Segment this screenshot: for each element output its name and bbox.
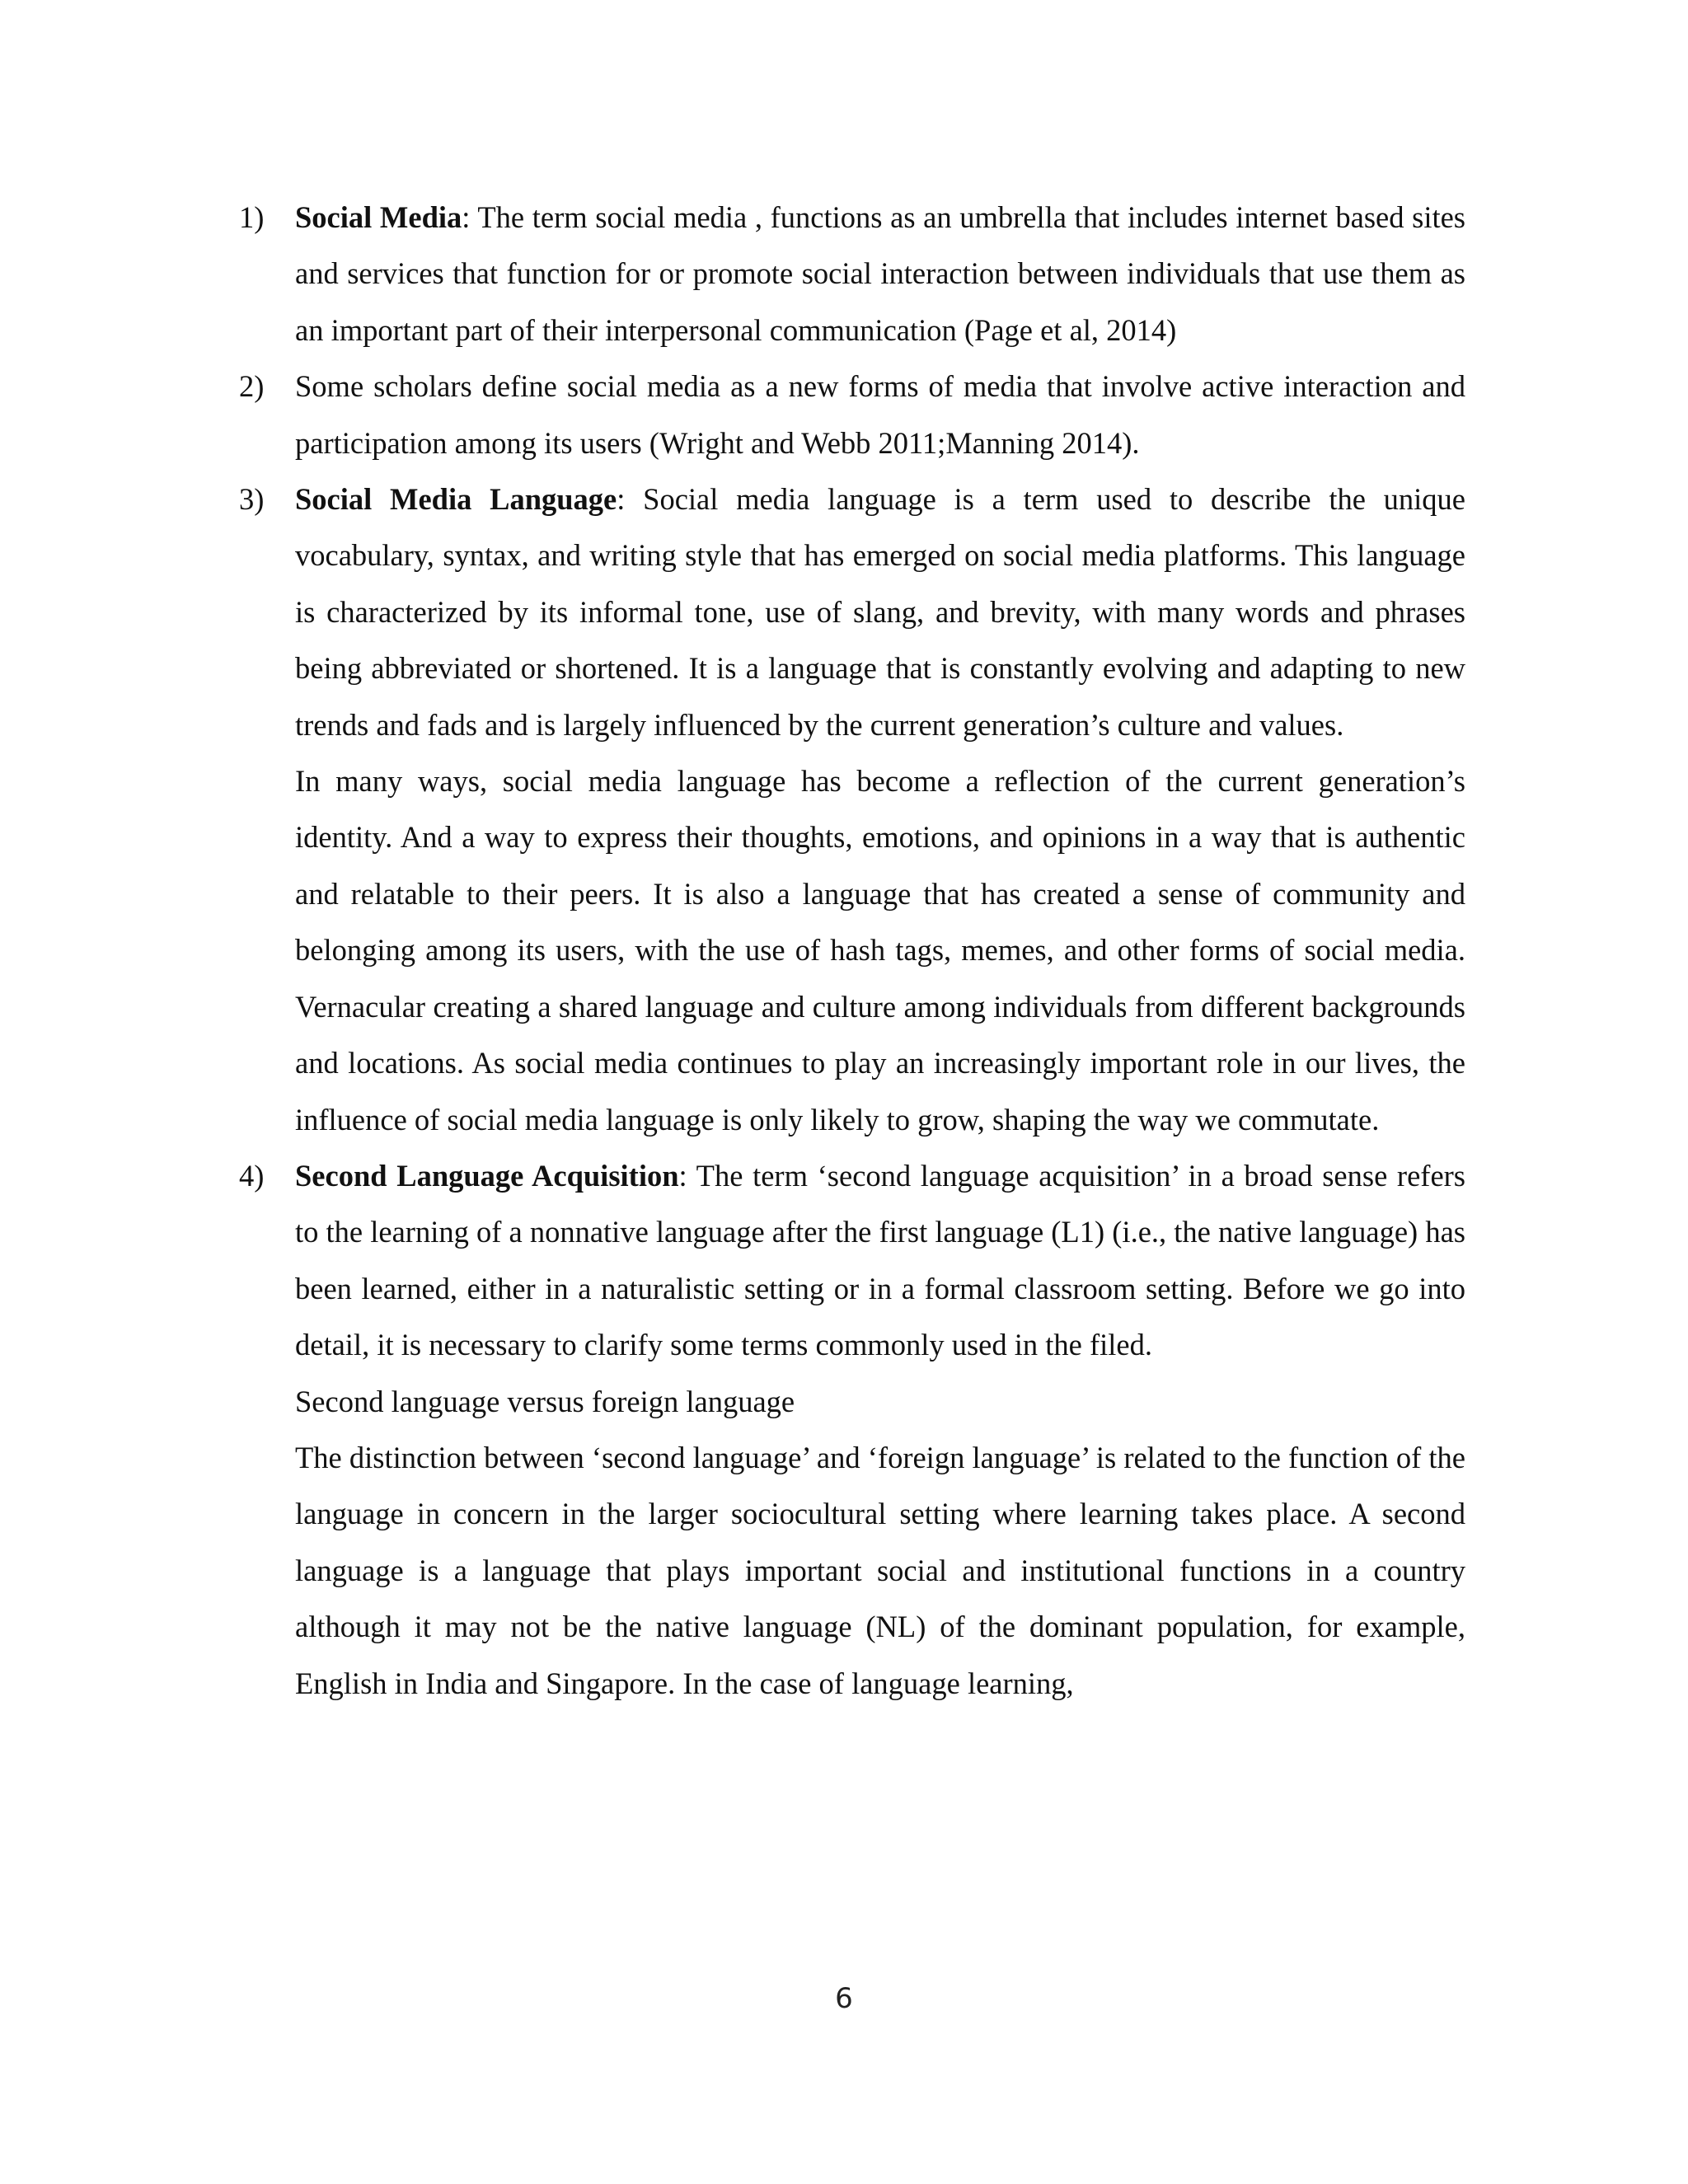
paragraph: In many ways, social media language has become a reflection of the current generation’s identity. And a way to express their thoughts, emotions, and opinions in a way that is authentic and relatable to their peers. It is also a language that has created a sense of community and belonging among its users, with the use of hash tags, memes, and other forms of social media. Vernacular creating a shared language and culture among individuals from different backgrounds and locations. As social media continues to play an increasingly important role in our lives, the influence of social media language is only likely to grow, shaping the way we commutate. <box>295 764 1465 1137</box>
term-heading: Social Media <box>295 200 462 234</box>
paragraph-text: Some scholars define social media as a new forms of media that involve active interaction and participation among its users (Wright and Webb 2011;Manning 2014). <box>295 369 1465 460</box>
paragraph-text: : The term ‘second language acquisition’ in a broad sense refers to the learning of a nonnative language after the first language (L1) (i.e., the native language) has been learned, either in a naturalistic setting or in a formal classroom setting. Before we go into detail, it is necessary to clarify some terms commonly used in the filed. <box>295 1158 1466 1362</box>
item-number: 2) <box>239 369 265 404</box>
subheading: Second language versus foreign language <box>295 1384 795 1418</box>
paragraph <box>295 1148 1465 1374</box>
page-number: 6 <box>835 1982 853 2015</box>
term-heading: Social Media Language <box>295 482 617 517</box>
paragraph <box>295 359 1465 471</box>
list-item-3 <box>239 471 1465 1148</box>
paragraph <box>295 471 1465 753</box>
list-item-1 <box>239 190 1465 359</box>
paragraph-text: : The term social media , functions as an umbrella that includes internet based sites and services that function for or promote social interaction between individuals that use them as an important part of their interpersonal communication (Page et al, 2014) <box>295 200 1466 347</box>
numbered-list <box>239 190 1465 1712</box>
paragraph <box>295 190 1465 359</box>
list-item-2 <box>239 359 1465 471</box>
term-heading: Second Language Acquisition <box>295 1158 679 1193</box>
list-item-4 <box>239 1148 1465 1712</box>
paragraph: The distinction between ‘second language’ and ‘foreign language’ is related to the function of the language in concern in the larger sociocultural setting where learning takes place. A second language is a language that plays important social and institutional functions in a country although it may not be the native language (NL) of the dominant population, for example, English in India and Singapore. In the case of language learning, <box>295 1440 1465 1700</box>
item-number: 1) <box>239 200 265 234</box>
item-number: 4) <box>239 1158 265 1193</box>
item-number: 3) <box>239 482 265 517</box>
paragraph-text: : Social media language is a term used to describe the unique vocabulary, syntax, and writing style that has emerged on social media platforms. This language is characterized by its informal tone, use of slang, and brevity, with many words and phrases being abbreviated or shortened. It is a language that is constantly evolving and adapting to new trends and fads and is largely influenced by the current generation’s culture and values. <box>295 482 1465 742</box>
